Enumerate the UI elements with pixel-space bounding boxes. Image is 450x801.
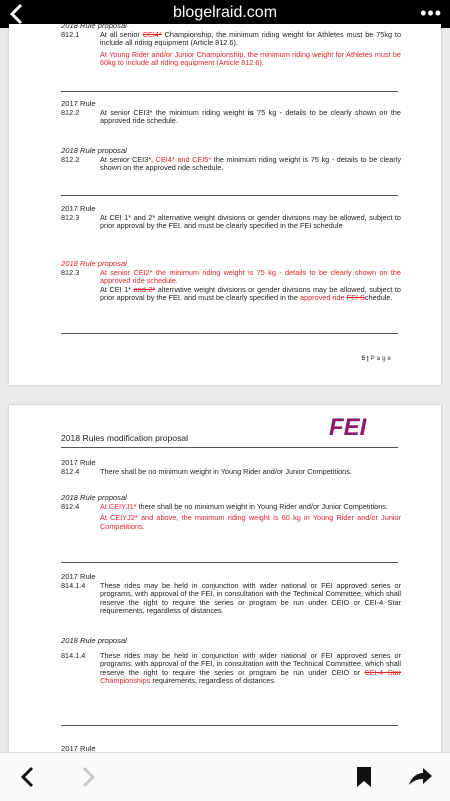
article-text: At senior CEI2* the minimum riding weight is 75 kg - details to be clearly shown on the approved ride schedule. At CEI 1* and 2* alternative weight divisions or gender divisions may be allowed, subject to prior approval by the FEI, and must be clearly specified in the approved ride FEI Schedule. bbox=[100, 267, 401, 303]
divider bbox=[61, 447, 398, 448]
article-text: These rides may be held in conjunction with wider national or FEI approved series or programs, with approval of the FEI, in consultation with the Technical Committee, which shall reserve the right to require the series or program be run under CEIO or CEI-4 Star requirements, regardless of distances. bbox=[100, 580, 401, 616]
article-text: There shall be no minimum weight in Young Rider and/or Junior Competitions. bbox=[100, 466, 352, 476]
article-number: 812.3 bbox=[61, 267, 80, 277]
block-heading: 2017 Rule bbox=[61, 204, 96, 213]
page-url-title: blogelraid.com bbox=[172, 4, 278, 21]
page-number: 5 | P a g e bbox=[361, 355, 391, 362]
block-heading: 2017 Rule bbox=[61, 572, 96, 581]
block-heading: 2017 Rule bbox=[61, 744, 96, 752]
block-heading: 2017 Rule bbox=[61, 99, 96, 108]
block-812-2-proposal bbox=[61, 147, 401, 173]
block-heading: 2018 Rule proposal bbox=[61, 259, 127, 268]
block-812-1-proposal bbox=[61, 24, 401, 68]
article-number: 812.3 bbox=[61, 212, 80, 222]
block-heading: 2017 Rule bbox=[61, 458, 96, 467]
divider bbox=[61, 195, 398, 196]
block-heading: 2018 Rule proposal bbox=[61, 636, 127, 645]
article-number: 812.4 bbox=[61, 466, 80, 476]
block-812-4-rule bbox=[61, 459, 401, 476]
divider bbox=[61, 333, 398, 334]
browser-bottom-toolbar bbox=[0, 752, 450, 801]
article-number: 812.2 bbox=[61, 154, 80, 164]
article-number: 812.4 bbox=[61, 501, 80, 511]
block-812-2-rule bbox=[61, 100, 401, 126]
back-chevron-icon[interactable] bbox=[14, 763, 42, 791]
article-text: At senior CEI3*, CEI4* and CEI5* the minimum riding weight is 75 kg - details to be clearly shown on the approved ride schedule. bbox=[100, 154, 401, 173]
share-icon[interactable] bbox=[406, 763, 434, 791]
block-next-rule bbox=[61, 745, 401, 752]
article-text-red: At Young Rider and/or Junior Championship, the minimum riding weight for Athletes must be 60kg to include all riding equipment (Article 812.6). bbox=[100, 49, 401, 68]
block-812-3-proposal bbox=[61, 260, 401, 303]
fei-logo bbox=[325, 413, 385, 439]
block-heading: 2018 Rule proposal bbox=[61, 493, 127, 502]
article-number: 812.2 bbox=[61, 107, 80, 117]
article-number: 812.1 bbox=[61, 29, 80, 39]
forward-chevron-icon[interactable] bbox=[74, 763, 102, 791]
article-text: At senior CEI3* the minimum riding weight is 75 kg - details to be clearly shown on the approved ride schedule. bbox=[100, 107, 401, 126]
article-number: 814.1.4 bbox=[61, 580, 86, 590]
article-text-red: At CEIYJ2* and above, the minimum riding weight is 60 kg in Young Rider and/or Junior Competitions. bbox=[100, 513, 401, 531]
document-page-6 bbox=[9, 405, 441, 752]
article-number: 814.1.4 bbox=[61, 650, 86, 660]
svg-text:FEI: FEI bbox=[329, 414, 367, 439]
block-heading: 2018 Rule proposal bbox=[61, 24, 127, 30]
article-text: At all senior CEI4* Championship, the minimum riding weight for Athletes must be 75kg to include all riding equipment (Article 812.6). bbox=[100, 29, 401, 48]
article-text: At CEI 1* and 2* alternative weight divisions or gender divisions may be allowed, subject to prior approval by the FEI, and must be clearly specified in the FEI schedule bbox=[100, 212, 401, 231]
block-812-3-rule bbox=[61, 205, 401, 231]
divider bbox=[61, 91, 398, 92]
article-text: These rides may be held in conjunction with wider national or FEI approved series or programs, with approval of the FEI, in consultation with the Technical Committee, which shall reserve the right to require the series or program be run under CEIO or CEI-4 Star Championships requirements, regardless of distances. bbox=[100, 650, 402, 686]
block-814-1-4-proposal bbox=[61, 637, 401, 686]
page-header-title: 2018 Rules modification proposal bbox=[61, 433, 189, 443]
article-text: At CEIYJ1* there shall be no minimum weight in Young Rider and/or Junior Competitions. bbox=[100, 501, 388, 511]
more-icon[interactable]: ••• bbox=[420, 3, 442, 23]
divider bbox=[61, 725, 398, 726]
block-814-1-4-rule bbox=[61, 573, 401, 616]
document-page-5 bbox=[9, 24, 441, 385]
bookmark-icon[interactable] bbox=[350, 763, 378, 791]
divider bbox=[61, 562, 398, 563]
block-heading: 2018 Rule proposal bbox=[61, 146, 127, 155]
block-812-4-proposal bbox=[61, 494, 401, 531]
